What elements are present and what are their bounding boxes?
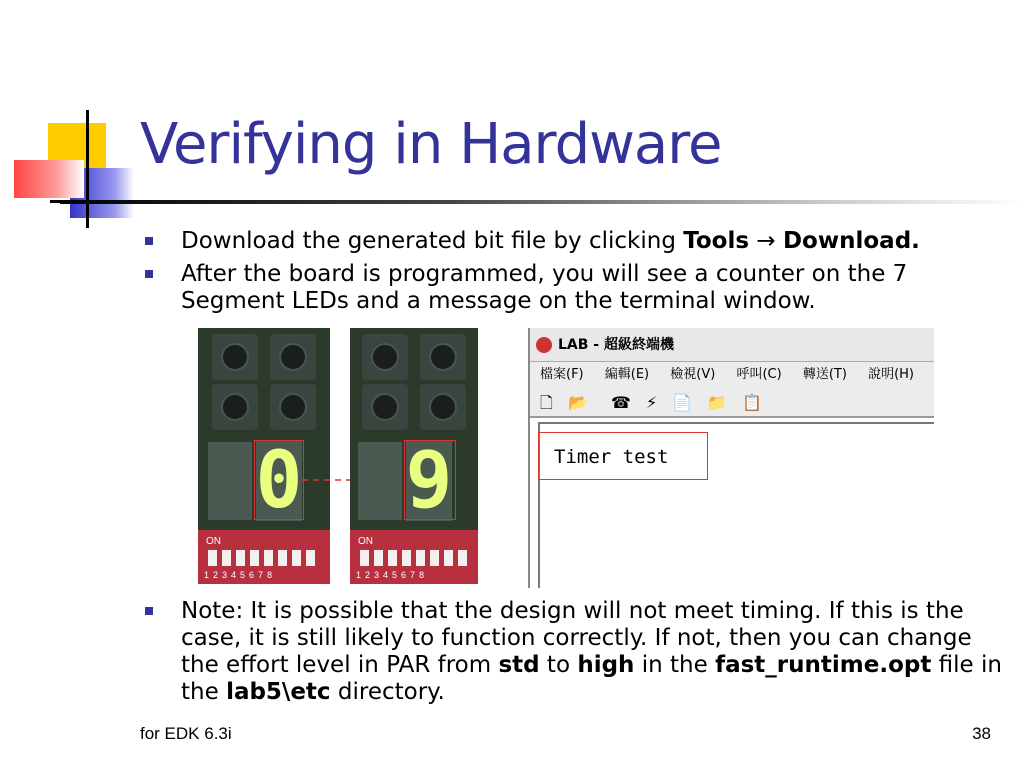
push-button <box>420 384 466 430</box>
digit-highlight-box <box>404 436 456 526</box>
bold-filename: fast_runtime.opt <box>715 652 932 678</box>
push-button <box>362 384 408 430</box>
bold-std: std <box>498 652 540 678</box>
logo-red-bar <box>14 160 84 198</box>
dip-switch <box>264 550 273 566</box>
note-text: Note: It is possible that the design will not meet timing. If this is the case, it is still likely to function correctly. If not, then you can change the effort level in PAR from <box>181 598 972 678</box>
bullet-text: Download the generated bit file by clicking <box>181 228 684 254</box>
footer-label: for EDK 6.3i <box>140 724 232 743</box>
push-button <box>362 334 408 380</box>
properties-icon[interactable]: 📋 <box>742 393 763 412</box>
arrow-glyph: → <box>749 228 783 254</box>
note-text: to <box>539 652 578 678</box>
terminal-window <box>528 328 934 588</box>
dip-switch <box>306 550 315 566</box>
output-highlight-box <box>538 432 708 480</box>
dip-switch <box>458 550 467 566</box>
title-underline <box>60 200 1024 204</box>
menu-file[interactable]: 檔案(F) <box>540 367 584 382</box>
dip-switch <box>250 550 259 566</box>
bullet-marker <box>145 607 153 615</box>
dip-switch <box>278 550 287 566</box>
dip-switch-bank <box>198 530 330 584</box>
dip-switch <box>292 550 301 566</box>
bullet-list <box>143 228 1013 321</box>
seven-segment-off <box>358 442 402 520</box>
bold-download: Download. <box>782 228 920 254</box>
open-folder-icon[interactable]: 📂 <box>567 393 588 412</box>
note-text: directory. <box>330 679 445 705</box>
note-text: file in the <box>181 652 1002 705</box>
digit-highlight-box <box>254 436 304 526</box>
bold-directory: lab5\etc <box>226 679 331 705</box>
dip-switch <box>222 550 231 566</box>
logo-vertical-line <box>86 110 89 228</box>
dip-switch <box>388 550 397 566</box>
note-bullet <box>143 598 1013 712</box>
page-number: 38 <box>972 724 991 743</box>
dip-switch <box>208 550 217 566</box>
disconnect-icon[interactable]: ⚡ <box>646 393 658 412</box>
bullet-note <box>143 598 1013 706</box>
terminal-title: LAB - 超級終端機 <box>558 337 674 353</box>
terminal-menu-bar <box>530 362 934 388</box>
dip-switch <box>236 550 245 566</box>
menu-transfer[interactable]: 轉送(T) <box>802 367 847 382</box>
dip-switch <box>402 550 411 566</box>
bold-high: high <box>577 652 635 678</box>
dip-numbers: 12345678 <box>356 570 429 580</box>
terminal-output-text: Timer test <box>554 446 669 468</box>
seven-segment-off <box>208 442 252 520</box>
menu-view[interactable]: 檢視(V) <box>670 367 716 382</box>
menu-call[interactable]: 呼叫(C) <box>736 367 782 382</box>
bullet-download <box>143 228 1013 255</box>
bullet-text: After the board is programmed, you will see a counter on the 7 Segment LEDs and a message on the terminal window. <box>181 261 908 314</box>
note-text: in the <box>634 652 716 678</box>
push-button <box>270 384 316 430</box>
bullet-marker <box>145 237 153 245</box>
push-button <box>420 334 466 380</box>
new-file-icon[interactable]: 🗋 <box>540 393 553 412</box>
send-icon[interactable]: 📄 <box>672 393 693 412</box>
board-photo-left <box>198 328 330 584</box>
push-button <box>212 384 258 430</box>
dip-switch <box>416 550 425 566</box>
menu-edit[interactable]: 編輯(E) <box>604 367 650 382</box>
dip-switch <box>360 550 369 566</box>
menu-help[interactable]: 說明(H) <box>868 367 914 382</box>
dip-switch <box>430 550 439 566</box>
dip-switch-bank <box>350 530 478 584</box>
bold-tools: Tools <box>683 228 750 254</box>
terminal-title-bar <box>530 328 934 362</box>
terminal-toolbar <box>530 388 934 418</box>
board-photo-right <box>350 328 478 584</box>
phone-icon[interactable]: ☎ <box>610 393 631 412</box>
receive-icon[interactable]: 📁 <box>707 393 728 412</box>
bullet-marker <box>145 270 153 278</box>
push-button <box>212 334 258 380</box>
dip-on-label: ON <box>358 536 373 547</box>
dip-numbers: 12345678 <box>204 570 277 580</box>
dip-switch <box>444 550 453 566</box>
slide-title: Verifying in Hardware <box>140 112 722 177</box>
seven-segment-digit: 9 <box>405 436 453 526</box>
dip-on-label: ON <box>206 536 221 547</box>
push-button <box>270 334 316 380</box>
dip-switch <box>374 550 383 566</box>
bullet-board-programmed <box>143 261 1013 315</box>
terminal-app-icon <box>536 337 552 353</box>
seven-segment-digit: 0 <box>255 436 303 526</box>
